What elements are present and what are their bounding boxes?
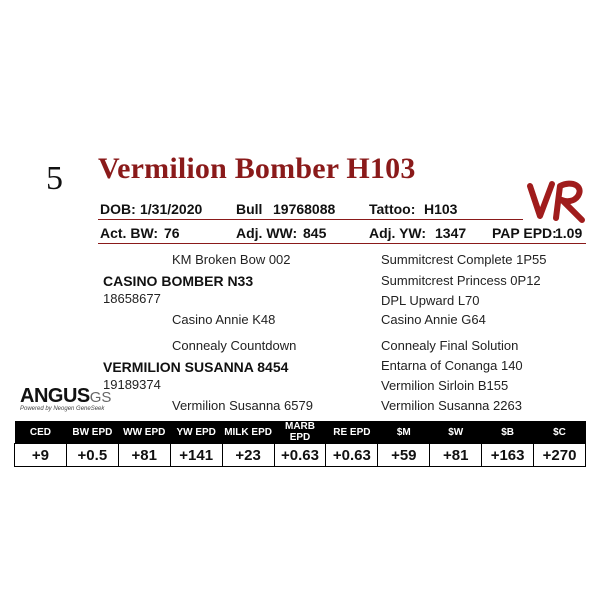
reg-label: Bull <box>236 201 263 217</box>
epd-value: +0.63 <box>274 444 326 467</box>
ancestor-3: DPL Upward L70 <box>381 293 480 308</box>
epd-header: YW EPD <box>170 421 222 444</box>
logo-suffix: GS <box>89 389 112 406</box>
ancestor-7: Vermilion Sirloin B155 <box>381 378 509 393</box>
dam-dam: Vermilion Susanna 6579 <box>172 398 313 413</box>
epd-header: CED <box>15 421 67 444</box>
pap-value: 1.09 <box>555 225 583 241</box>
epd-value: +270 <box>534 444 586 467</box>
sire-sire: KM Broken Bow 002 <box>172 252 291 267</box>
info-divider <box>98 219 523 220</box>
epd-header: $M <box>378 421 430 444</box>
yw-label: Adj. YW: <box>369 225 427 241</box>
epd-header: BW EPD <box>66 421 118 444</box>
epd-value: +0.5 <box>66 444 118 467</box>
bw-label: Act. BW: <box>100 225 159 241</box>
ancestor-8: Vermilion Susanna 2263 <box>381 398 522 413</box>
dam-name: VERMILION SUSANNA 8454 <box>103 359 289 375</box>
epd-header: MARB EPD <box>274 421 326 444</box>
epd-value: +81 <box>430 444 482 467</box>
ww-value: 845 <box>303 225 327 241</box>
epd-value-row <box>15 444 586 467</box>
tattoo-label: Tattoo: <box>369 201 416 217</box>
logo-main: ANGUS <box>20 385 90 407</box>
tattoo-value: H103 <box>424 201 458 217</box>
bw-value: 76 <box>164 225 180 241</box>
epd-value: +0.63 <box>326 444 378 467</box>
epd-header: $B <box>482 421 534 444</box>
ancestor-1: Summitcrest Complete 1P55 <box>381 252 547 267</box>
ww-label: Adj. WW: <box>236 225 298 241</box>
pap-label: PAP EPD: <box>492 225 557 241</box>
epd-value: +9 <box>15 444 67 467</box>
epd-header: WW EPD <box>118 421 170 444</box>
ancestor-6: Entarna of Conanga 140 <box>381 358 523 373</box>
ancestor-4: Casino Annie G64 <box>381 312 486 327</box>
sire-reg: 18658677 <box>103 291 161 306</box>
dam-reg: 19189374 <box>103 377 161 392</box>
vr-brand-icon <box>526 178 588 226</box>
epd-header: $W <box>430 421 482 444</box>
sire-dam: Casino Annie K48 <box>172 312 276 327</box>
epd-value: +81 <box>118 444 170 467</box>
dam-sire: Connealy Countdown <box>172 338 297 353</box>
reg-value: 19768088 <box>273 201 336 217</box>
ancestor-5: Connealy Final Solution <box>381 338 519 353</box>
info-divider-2 <box>98 243 586 244</box>
dob-value: 1/31/2020 <box>140 201 203 217</box>
epd-value: +141 <box>170 444 222 467</box>
epd-value: +23 <box>222 444 274 467</box>
ancestor-2: Summitcrest Princess 0P12 <box>381 273 541 288</box>
logo-subtitle: Powered by Neogen GeneSeek <box>20 406 105 412</box>
epd-value: +163 <box>482 444 534 467</box>
angus-gs-logo <box>20 385 111 412</box>
lot-number: 5 <box>46 160 63 197</box>
epd-header: $C <box>534 421 586 444</box>
epd-header: MILK EPD <box>222 421 274 444</box>
yw-value: 1347 <box>435 225 467 241</box>
epd-header: RE EPD <box>326 421 378 444</box>
epd-header-row <box>15 421 586 444</box>
animal-name: Vermilion Bomber H103 <box>98 152 416 185</box>
sire-name: CASINO BOMBER N33 <box>103 273 254 289</box>
epd-table <box>14 421 586 467</box>
dob-label: DOB: <box>100 201 136 217</box>
epd-value: +59 <box>378 444 430 467</box>
